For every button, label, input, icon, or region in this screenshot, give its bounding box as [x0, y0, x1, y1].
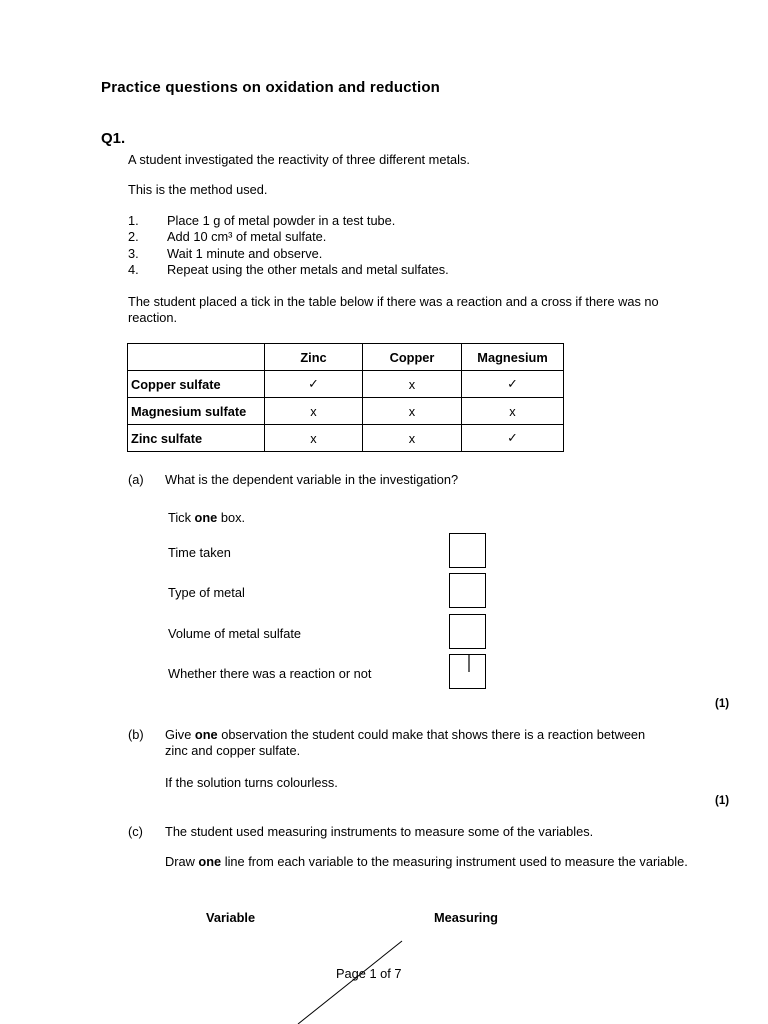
- variable-column-header: Variable: [206, 910, 256, 925]
- question-text: Give: [165, 727, 195, 742]
- instruction-text: box.: [217, 510, 246, 525]
- step-number: 4.: [128, 261, 139, 277]
- page-footer: Page 1 of 7: [336, 966, 402, 981]
- question-number: Q1.: [101, 130, 126, 147]
- hand-drawn-line: [298, 941, 402, 1024]
- row-label: Zinc sulfate: [128, 425, 265, 452]
- method-intro: This is the method used.: [128, 182, 268, 197]
- question-text: observation the student could make that shows there is a reaction between zinc and copper sulfate.: [165, 727, 646, 758]
- row-label: Magnesium sulfate: [128, 398, 265, 425]
- page-title: Practice questions on oxidation and reduction: [101, 79, 441, 96]
- instruction-emphasis: one: [198, 854, 222, 869]
- table-cell: x: [363, 425, 462, 452]
- table-cell: x: [265, 425, 363, 452]
- measuring-column-header: Measuring: [434, 910, 498, 925]
- table-header-cell: Magnesium: [462, 344, 564, 371]
- instruction-text: line from each variable to the measuring instrument used to measure the variable.: [221, 854, 688, 869]
- table-cell: x: [363, 371, 462, 398]
- mark-allocation-a: (1): [715, 698, 730, 710]
- table-cell: x: [462, 398, 564, 425]
- row-label: Copper sulfate: [128, 371, 265, 398]
- table-intro: The student placed a tick in the table below if there was a reaction and a cross if there was no reaction.: [128, 294, 659, 325]
- step-text: Repeat using the other metals and metal sulfates.: [167, 261, 449, 277]
- step-text: Add 10 cm³ of metal sulfate.: [167, 229, 327, 245]
- part-b-answer: If the solution turns colourless.: [165, 775, 338, 790]
- step-number: 1.: [128, 213, 139, 228]
- option-label: Type of metal: [168, 585, 245, 600]
- part-b-letter: (b): [128, 727, 144, 742]
- question-emphasis: one: [194, 727, 218, 742]
- part-a-question: What is the dependent variable in the investigation?: [165, 472, 459, 487]
- table-cell: ✓: [462, 371, 564, 398]
- option-label: Volume of metal sulfate: [168, 626, 302, 641]
- part-c-letter: (c): [128, 824, 143, 839]
- step-number: 2.: [128, 229, 139, 245]
- option-label: Time taken: [168, 545, 231, 560]
- part-a-letter: (a): [128, 472, 144, 487]
- intro-text: A student investigated the reactivity of three different metals.: [128, 152, 470, 167]
- part-c-question: The student used measuring instruments to measure some of the variables.: [165, 824, 594, 839]
- step-text: Wait 1 minute and observe.: [167, 245, 323, 261]
- table-cell: x: [363, 398, 462, 425]
- step-text: Place 1 g of metal powder in a test tube.: [167, 213, 396, 228]
- table-cell: ✓: [462, 425, 564, 452]
- instruction-text: Draw: [165, 854, 199, 869]
- table-cell: ✓: [265, 371, 363, 398]
- table-header-cell: Zinc: [265, 344, 363, 371]
- table-cell: x: [265, 398, 363, 425]
- instruction-text: Tick: [168, 510, 195, 525]
- table-header-cell: Copper: [363, 344, 462, 371]
- option-label: Whether there was a reaction or not: [168, 666, 372, 681]
- mark-allocation-b: (1): [715, 795, 730, 807]
- instruction-emphasis: one: [194, 510, 218, 525]
- step-number: 3.: [128, 245, 139, 261]
